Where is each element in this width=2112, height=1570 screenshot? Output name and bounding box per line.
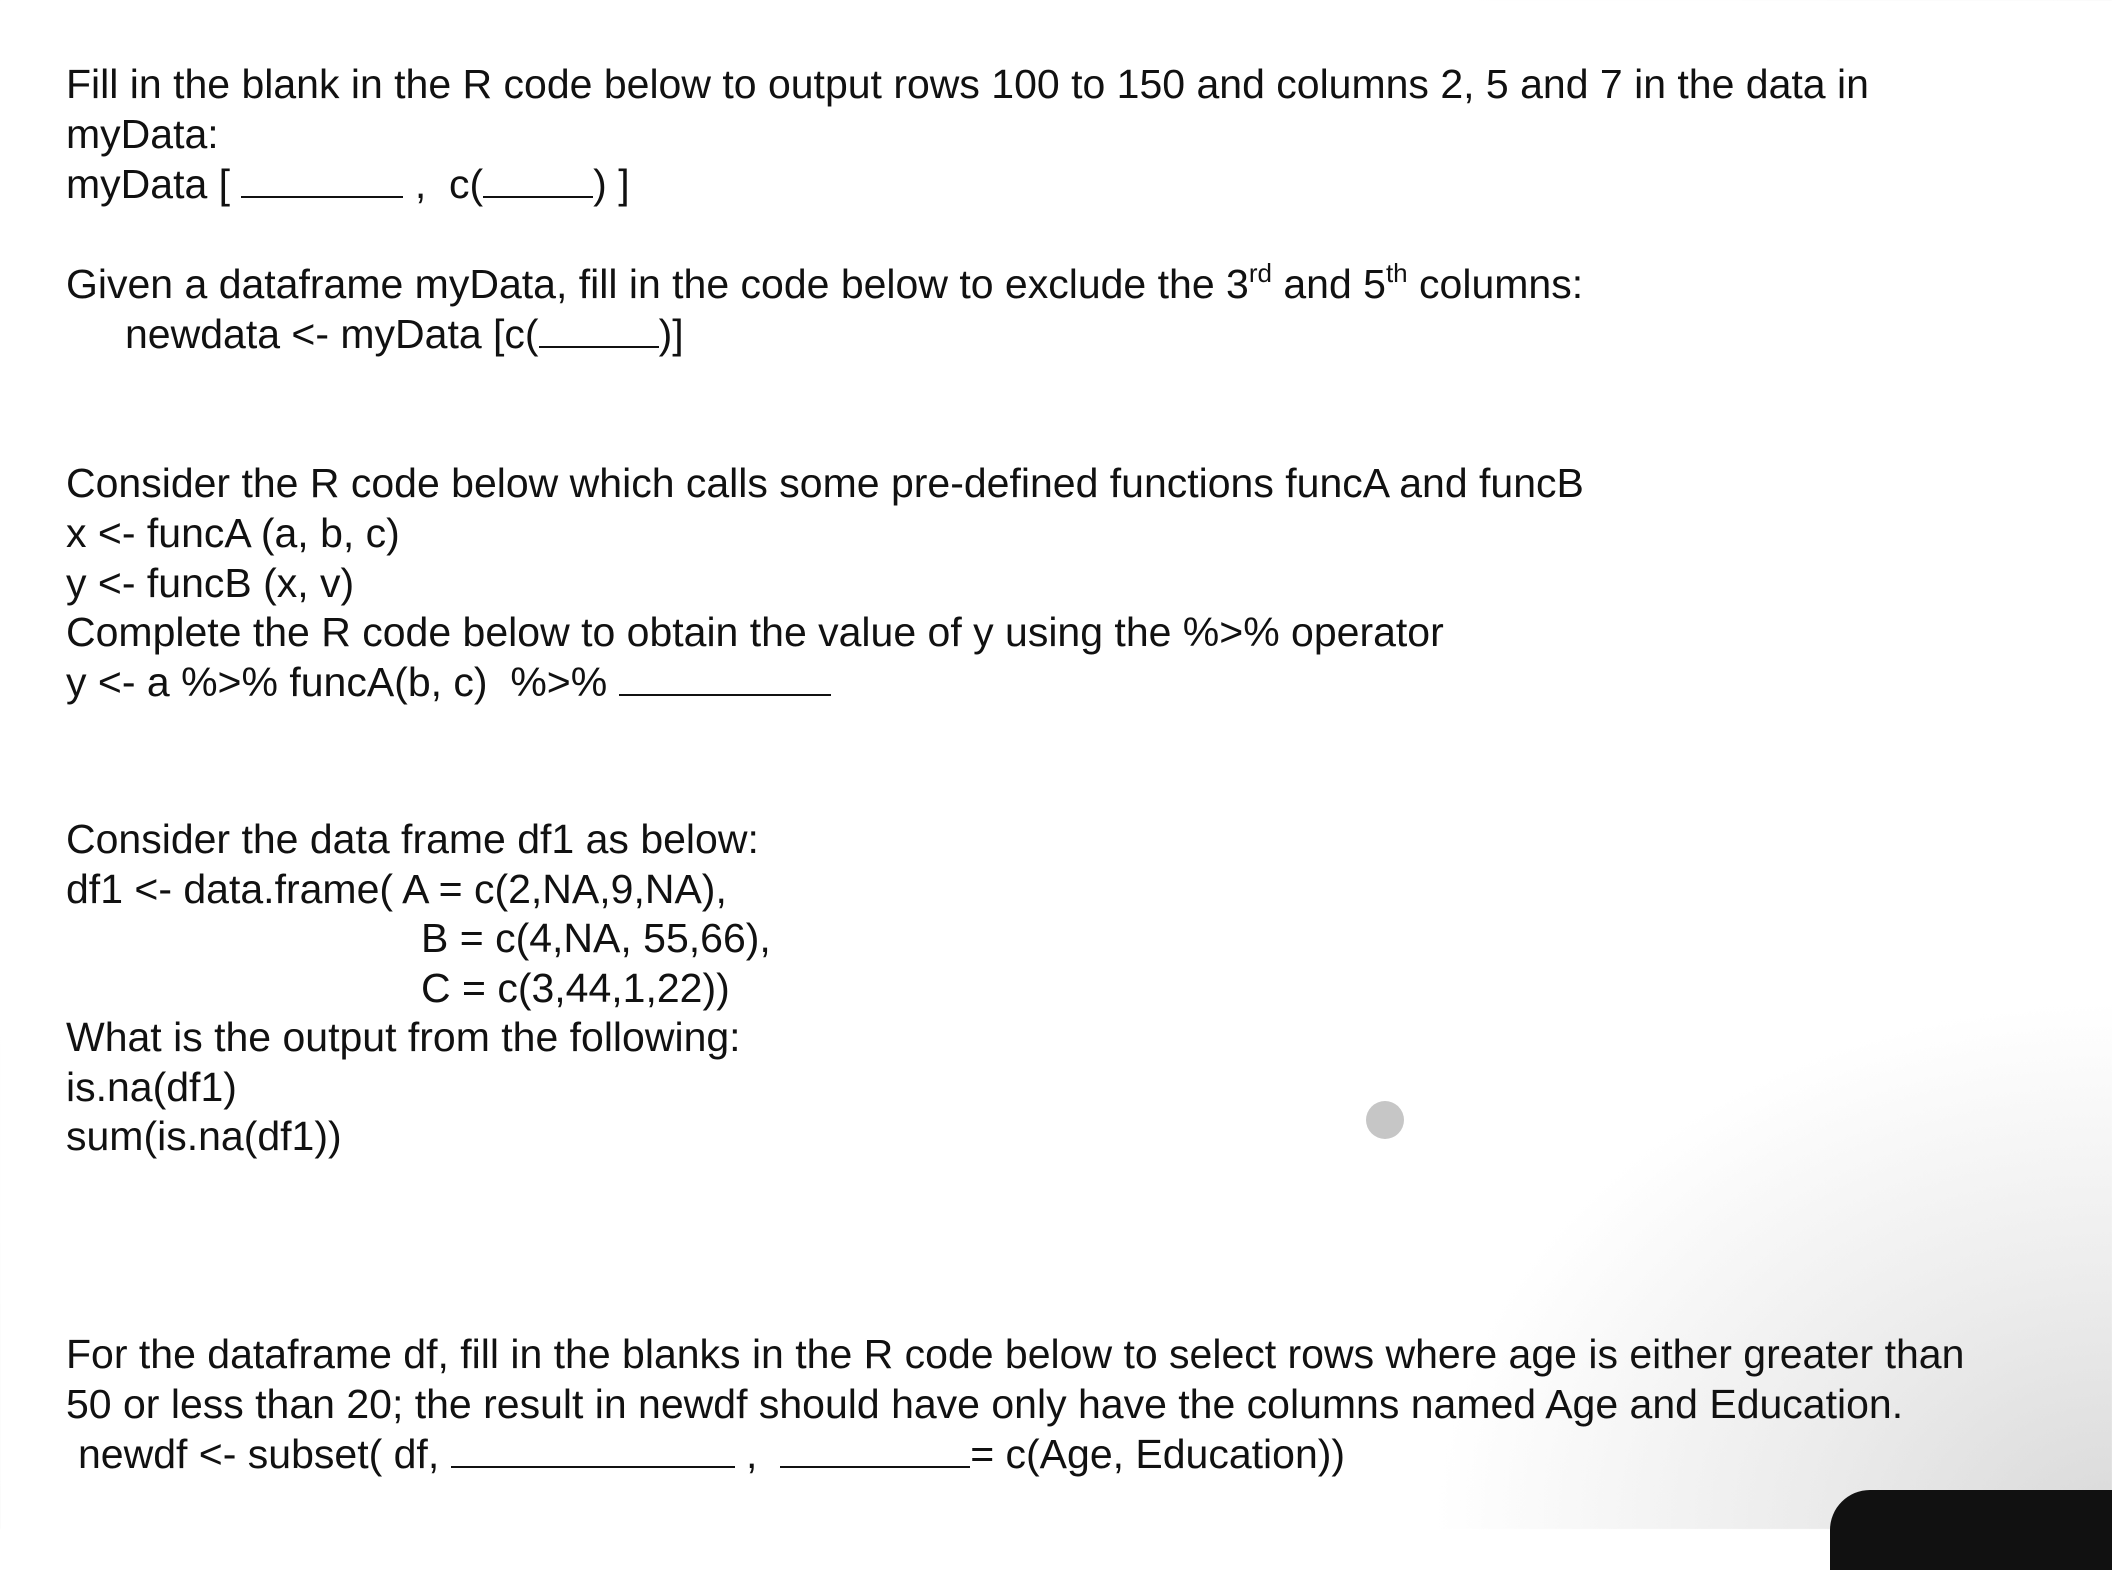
dark-corner-bar (1830, 1490, 2112, 1570)
q5-code-prefix: newdf <- subset( df, (78, 1431, 451, 1477)
q5-code-suffix: = c(Age, Education)) (970, 1431, 1346, 1477)
q5-select-blank[interactable] (780, 1430, 970, 1468)
q3-line-2: x <- funcA (a, b, c) (66, 510, 400, 556)
q1-code-middle: , c( (403, 161, 484, 207)
q5-code-middle: , (734, 1431, 781, 1477)
q2-superscript-rd: rd (1248, 258, 1272, 288)
q2-text-post: columns: (1407, 261, 1584, 307)
q3-line-4: Complete the R code below to obtain the value of y using the %>% operator (66, 609, 1444, 655)
q3-code-prefix: y <- a %>% funcA(b, c) %>% (66, 659, 619, 705)
q2-text-pre: Given a dataframe myData, fill in the code below to exclude the 3 (66, 261, 1249, 307)
q2-code-prefix: newdata <- myData [c( (125, 311, 539, 357)
q1-code-prefix: myData [ (66, 161, 242, 207)
q3-line-3: y <- funcB (x, v) (66, 560, 355, 606)
q3-line-1: Consider the R code below which calls some pre-defined functions funcA and funcB (66, 460, 1584, 506)
q1-line-1: Fill in the blank in the R code below to output rows 100 to 150 and columns 2, 5 and 7 in the data in (66, 61, 1869, 107)
q5-condition-blank[interactable] (451, 1430, 735, 1468)
q5-line-1: For the dataframe df, fill in the blanks in the R code below to select rows where age is either greater than (66, 1331, 1965, 1377)
q1-columns-blank[interactable] (483, 160, 593, 198)
q4-line-6: is.na(df1) (66, 1064, 237, 1110)
q4-line-7: sum(is.na(df1)) (66, 1113, 342, 1159)
q2-line-1 (66, 260, 1583, 309)
q1-code-suffix: ) ] (593, 161, 630, 207)
q2-superscript-th: th (1385, 258, 1408, 288)
q1-line-2: myData: (66, 111, 219, 157)
q2-text-mid: and 5 (1271, 261, 1386, 307)
cursor-dot (1366, 1101, 1404, 1139)
q1-code-line (66, 160, 630, 209)
q2-code-suffix: )] (658, 311, 684, 357)
q4-line-2: df1 <- data.frame( A = c(2,NA,9,NA), (66, 866, 727, 912)
q2-code-line (125, 310, 684, 359)
q1-rows-blank[interactable] (241, 160, 403, 198)
q3-code-line (66, 658, 831, 707)
q4-line-5: What is the output from the following: (66, 1014, 741, 1060)
q4-line-1: Consider the data frame df1 as below: (66, 816, 759, 862)
q4-line-3: B = c(4,NA, 55,66), (421, 915, 771, 961)
q4-line-4: C = c(3,44,1,22)) (421, 965, 730, 1011)
q5-code-line (78, 1430, 1345, 1479)
q3-pipe-blank[interactable] (619, 658, 831, 696)
q5-line-2: 50 or less than 20; the result in newdf should have only have the columns named Age and Education. (66, 1381, 1904, 1427)
q2-columns-blank[interactable] (539, 310, 659, 348)
